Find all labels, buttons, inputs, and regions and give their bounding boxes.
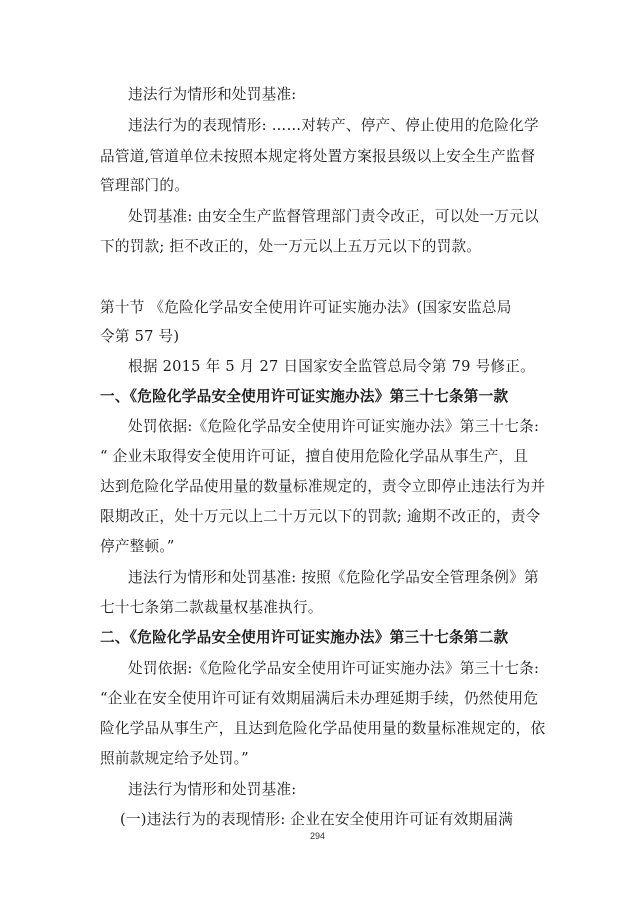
text-line: 照前款规定给予处罚。”: [100, 750, 249, 767]
article-heading: 二、《危险化学品安全使用许可证实施办法》第三十七条第二款: [100, 629, 509, 646]
text-line: 下的罚款; 拒不改正的，处一万元以上五万元以下的罚款。: [100, 238, 482, 255]
text-line: 违法行为情形和处罚基准: 按照《危险化学品安全管理条例》第: [128, 569, 539, 586]
text-line: 达到危险化学品使用量的数量标准规定的，责令立即停止违法行为并: [100, 478, 546, 495]
text-line: 七十七条第二款裁量权基准执行。: [100, 599, 323, 616]
text-line: 限期改正，处十万元以上二十万元以下的罚款; 逾期不改正的，责令: [100, 508, 541, 525]
text-line: 处罚基准: 由安全生产监督管理部门责令改正，可以处一万元以: [128, 208, 539, 225]
section-heading: 第十节 《危险化学品安全使用许可证实施办法》(国家安监总局: [100, 299, 512, 316]
text-line: 处罚依据:《危险化学品安全使用许可证实施办法》第三十七条:: [128, 660, 540, 677]
text-line: (一)违法行为的表现情形: 企业在安全使用许可证有效期届满: [120, 811, 514, 828]
text-line: 停产整顿。”: [100, 538, 175, 555]
text-line: 险化学品从事生产，且达到危险化学品使用量的数量标准规定的，依: [100, 720, 546, 737]
text-line: “企业在安全使用许可证有效期届满后未办理延期手续，仍然使用危: [100, 690, 539, 707]
text-line: 品管道,管道单位未按照本规定将处置方案报县级以上安全生产监督: [100, 148, 536, 165]
section-heading: 令第 57 号): [100, 328, 180, 345]
article-heading: 一、《危险化学品安全使用许可证实施办法》第三十七条第一款: [100, 388, 509, 405]
text-line: 根据 2015 年 5 月 27 日国家安全监管总局令第 79 号修正。: [128, 358, 535, 375]
text-line: 违法行为情形和处罚基准:: [128, 781, 297, 798]
page-number: 294: [309, 831, 326, 841]
text-line: 违法行为情形和处罚基准:: [128, 86, 297, 103]
text-line: “ 企业未取得安全使用许可证，擅自使用危险化学品从事生产，且: [100, 448, 529, 465]
text-line: 违法行为的表现情形: ……对转产、停产、停止使用的危险化学: [128, 117, 539, 134]
text-line: 管理部门的。: [100, 177, 190, 194]
text-line: 处罚依据:《危险化学品安全使用许可证实施办法》第三十七条:: [128, 418, 540, 435]
